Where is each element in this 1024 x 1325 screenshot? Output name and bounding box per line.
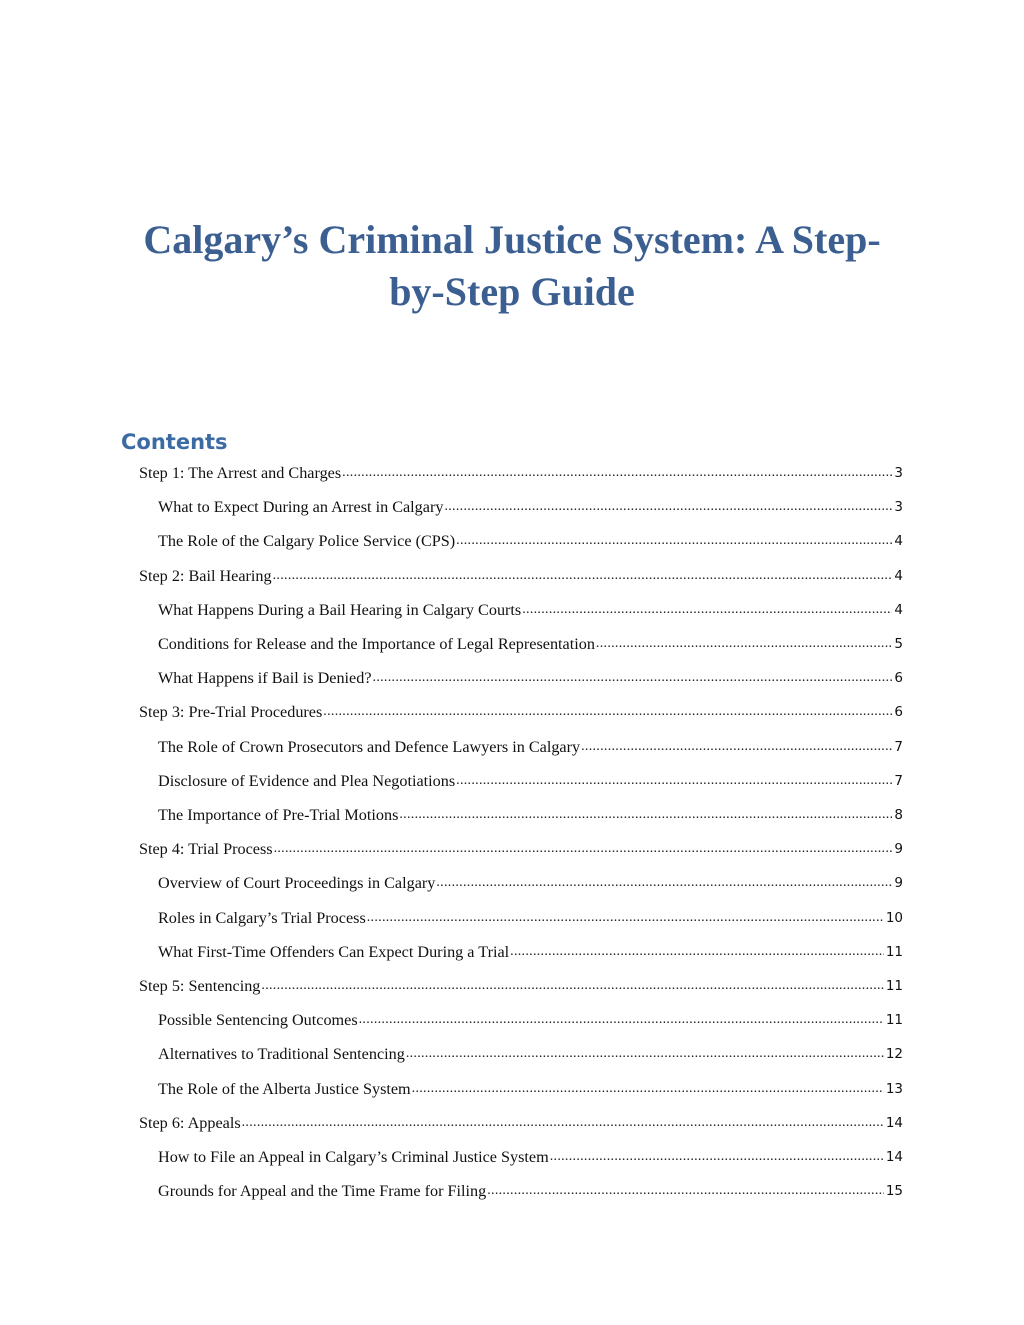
- toc-subsection-entry[interactable]: [158, 941, 903, 963]
- toc-entry-label: Step 3: Pre-Trial Procedures: [139, 703, 323, 722]
- toc-subsection-entry[interactable]: [158, 736, 903, 758]
- toc-page-number: 15: [885, 1183, 903, 1200]
- toc-entry-label: Step 5: Sentencing: [139, 977, 261, 995]
- toc-page-number: 4: [894, 533, 903, 550]
- toc-dot-leader: [342, 462, 892, 484]
- toc-subsection-entry[interactable]: [158, 1043, 903, 1065]
- toc-page-number: 5: [894, 636, 903, 652]
- toc-entry-label: The Role of the Alberta Justice System: [158, 1079, 411, 1098]
- toc-subsection-entry[interactable]: [158, 872, 903, 894]
- toc-subsection-entry[interactable]: [158, 1009, 903, 1031]
- toc-entry-label: How to File an Appeal in Calgary’s Criminal Justice System: [158, 1148, 549, 1166]
- contents-heading: Contents: [121, 430, 228, 454]
- toc-entry-label: Step 1: The Arrest and Charges: [139, 464, 342, 482]
- toc-page-number: 6: [894, 670, 903, 687]
- toc-dot-leader: [487, 1180, 884, 1202]
- toc-subsection-entry[interactable]: [158, 530, 903, 552]
- toc-entry-label: What Happens if Bail is Denied?: [158, 669, 372, 688]
- toc-entry-label: The Role of Crown Prosecutors and Defence Lawyers in Calgary: [158, 737, 581, 756]
- document-title: Calgary’s Criminal Justice System: A Step-by-Step Guide: [143, 217, 881, 314]
- toc-dot-leader: [359, 1009, 884, 1031]
- toc-subsection-entry[interactable]: [158, 1146, 903, 1168]
- toc-dot-leader: [367, 907, 884, 929]
- toc-step-entry[interactable]: [139, 838, 903, 860]
- toc-dot-leader: [596, 633, 892, 655]
- toc-page-number: 11: [885, 978, 903, 994]
- toc-subsection-entry[interactable]: [158, 599, 903, 621]
- toc-page-number: 3: [894, 465, 903, 481]
- toc-dot-leader: [456, 530, 892, 552]
- toc-dot-leader: [373, 667, 893, 689]
- toc-subsection-entry[interactable]: [158, 633, 903, 655]
- toc-dot-leader: [242, 1112, 884, 1134]
- toc-dot-leader: [436, 872, 892, 894]
- toc-entry-label: Roles in Calgary’s Trial Process: [158, 908, 366, 927]
- toc-subsection-entry[interactable]: [158, 907, 903, 929]
- toc-entry-label: What First-Time Offenders Can Expect During a Trial: [158, 942, 510, 961]
- toc-dot-leader: [274, 838, 893, 860]
- toc-entry-label: What to Expect During an Arrest in Calgary: [158, 498, 444, 517]
- toc-page-number: 14: [885, 1149, 903, 1165]
- toc-entry-label: Overview of Court Proceedings in Calgary: [158, 874, 436, 893]
- toc-step-entry[interactable]: [139, 1112, 903, 1134]
- toc-subsection-entry[interactable]: [158, 667, 903, 689]
- toc-dot-leader: [510, 941, 884, 963]
- toc-entry-label: The Importance of Pre-Trial Motions: [158, 806, 399, 824]
- toc-page-number: 12: [885, 1046, 903, 1063]
- toc-subsection-entry[interactable]: [158, 496, 903, 518]
- toc-page-number: 7: [894, 772, 903, 789]
- toc-page-number: 7: [894, 738, 903, 755]
- toc-page-number: 11: [885, 1012, 903, 1029]
- toc-dot-leader: [399, 804, 892, 826]
- toc-entry-label: What Happens During a Bail Hearing in Calgary Courts: [158, 600, 522, 619]
- toc-step-entry[interactable]: [139, 701, 903, 723]
- toc-entry-label: The Role of the Calgary Police Service (CPS): [158, 532, 456, 551]
- toc-entry-label: Conditions for Release and the Importance of Legal Representation: [158, 635, 595, 653]
- toc-dot-leader: [456, 770, 892, 792]
- toc-dot-leader: [581, 736, 892, 758]
- toc-page-number: 14: [885, 1114, 903, 1131]
- toc-dot-leader: [412, 1078, 884, 1100]
- toc-subsection-entry[interactable]: [158, 1180, 903, 1202]
- toc-entry-label: Grounds for Appeal and the Time Frame for Filing: [158, 1182, 487, 1201]
- toc-dot-leader: [323, 701, 892, 723]
- toc-page-number: 9: [894, 875, 903, 892]
- toc-subsection-entry[interactable]: [158, 770, 903, 792]
- toc-dot-leader: [406, 1043, 884, 1065]
- toc-entry-label: Step 6: Appeals: [139, 1113, 241, 1132]
- toc-dot-leader: [522, 599, 892, 621]
- toc-subsection-entry[interactable]: [158, 1078, 903, 1100]
- toc-step-entry[interactable]: [139, 462, 903, 484]
- toc-page-number: 13: [885, 1080, 903, 1097]
- toc-page-number: 11: [885, 943, 903, 960]
- toc-page-number: 8: [894, 807, 903, 823]
- toc-dot-leader: [261, 975, 883, 997]
- toc-entry-label: Possible Sentencing Outcomes: [158, 1011, 358, 1030]
- toc-entry-label: Step 4: Trial Process: [139, 840, 273, 859]
- toc-dot-leader: [444, 496, 892, 518]
- toc-entry-label: Disclosure of Evidence and Plea Negotiations: [158, 771, 456, 790]
- toc-page-number: 4: [894, 567, 903, 584]
- toc-dot-leader: [550, 1146, 884, 1168]
- toc-page-number: 10: [885, 909, 903, 926]
- toc-page-number: 4: [894, 601, 903, 618]
- toc-page-number: 6: [894, 704, 903, 721]
- toc-page-number: 3: [894, 499, 903, 516]
- toc-subsection-entry[interactable]: [158, 804, 903, 826]
- toc-step-entry[interactable]: [139, 975, 903, 997]
- toc-entry-label: Step 2: Bail Hearing: [139, 566, 272, 585]
- toc-dot-leader: [273, 565, 893, 587]
- toc-page-number: 9: [894, 841, 903, 858]
- toc-step-entry[interactable]: [139, 565, 903, 587]
- toc-entry-label: Alternatives to Traditional Sentencing: [158, 1045, 405, 1064]
